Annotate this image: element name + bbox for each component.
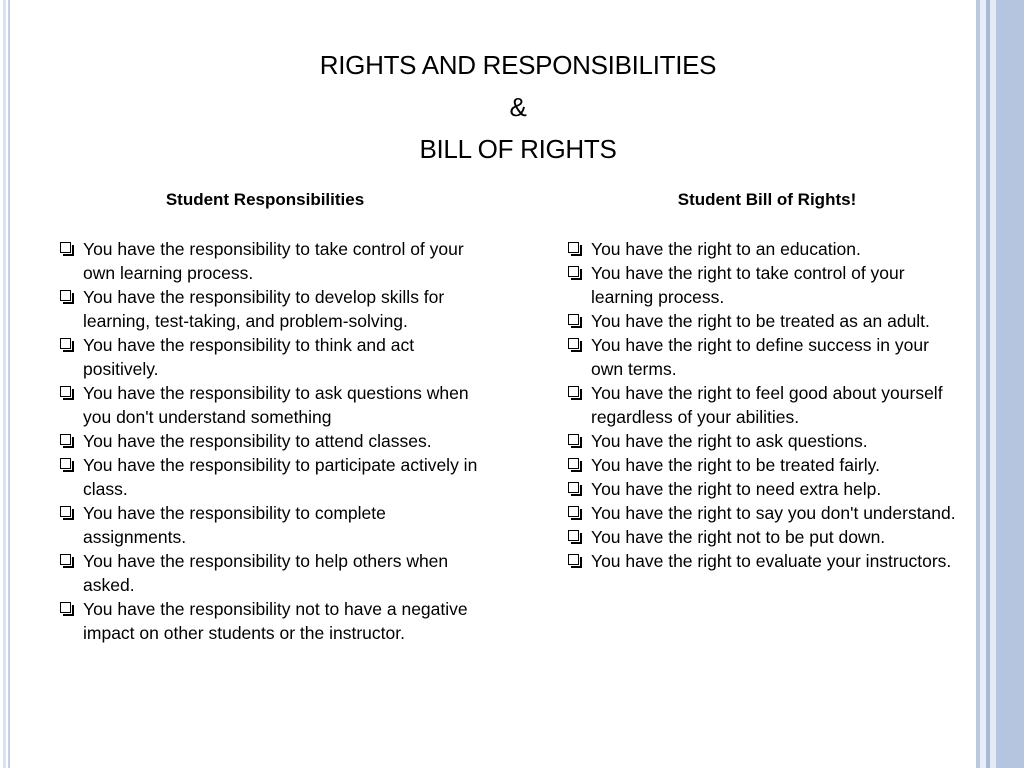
- responsibilities-heading: Student Responsibilities: [165, 190, 365, 209]
- list-item-text: You have the right to say you don't understand.: [591, 503, 956, 523]
- checkbox-bullet-icon: [60, 290, 71, 301]
- list-item-text: You have the right not to be put down.: [591, 527, 886, 547]
- list-item: [58, 429, 478, 453]
- list-item: [566, 309, 956, 333]
- list-item-text: You have the right to take control of your learning process.: [591, 263, 905, 307]
- list-item: [58, 597, 478, 645]
- list-item-text: You have the responsibility to take control of your own learning process.: [83, 239, 464, 283]
- list-item: [566, 453, 956, 477]
- list-item: [566, 237, 956, 261]
- checkbox-bullet-icon: [60, 434, 71, 445]
- checkbox-bullet-icon: [568, 554, 579, 565]
- list-item: [566, 381, 956, 429]
- list-item: [58, 453, 478, 501]
- list-item: [58, 501, 478, 549]
- list-item-text: You have the responsibility to attend classes.: [83, 431, 432, 451]
- title-line-2: &: [509, 92, 527, 122]
- list-item-text: You have the responsibility to ask questions when you don't understand something: [83, 383, 469, 427]
- list-item-text: You have the right to define success in your own terms.: [591, 335, 929, 379]
- list-item-text: You have the right to be treated as an adult.: [591, 311, 930, 331]
- checkbox-bullet-icon: [568, 530, 579, 541]
- list-item: [58, 549, 478, 597]
- checkbox-bullet-icon: [568, 242, 579, 253]
- checkbox-bullet-icon: [60, 602, 71, 613]
- checkbox-bullet-icon: [568, 266, 579, 277]
- left-frame-border: [0, 0, 10, 768]
- list-item: [566, 525, 956, 549]
- list-item: [566, 501, 956, 525]
- responsibilities-list: [58, 237, 478, 645]
- list-item-text: You have the right to an education.: [591, 239, 861, 259]
- bill-of-rights-heading: Student Bill of Rights!: [677, 190, 857, 209]
- checkbox-bullet-icon: [60, 506, 71, 517]
- bill-of-rights-list: [566, 237, 956, 573]
- checkbox-bullet-icon: [568, 338, 579, 349]
- list-item: [566, 477, 956, 501]
- checkbox-bullet-icon: [60, 554, 71, 565]
- right-frame-border: [976, 0, 1024, 768]
- list-item: [58, 285, 478, 333]
- list-item: [566, 429, 956, 453]
- slide-title: [200, 44, 836, 170]
- list-item: [566, 549, 956, 573]
- list-item-text: You have the right to ask questions.: [591, 431, 868, 451]
- list-item: [58, 381, 478, 429]
- checkbox-bullet-icon: [568, 386, 579, 397]
- list-item-text: You have the responsibility to develop skills for learning, test-taking, and problem-solving.: [83, 287, 445, 331]
- checkbox-bullet-icon: [60, 242, 71, 253]
- checkbox-bullet-icon: [568, 482, 579, 493]
- title-line-1: RIGHTS AND RESPONSIBILITIES: [319, 50, 717, 80]
- list-item-text: You have the right to be treated fairly.: [591, 455, 880, 475]
- list-item-text: You have the right to need extra help.: [591, 479, 882, 499]
- list-item-text: You have the responsibility to think and act positively.: [83, 335, 415, 379]
- checkbox-bullet-icon: [568, 458, 579, 469]
- checkbox-bullet-icon: [60, 458, 71, 469]
- checkbox-bullet-icon: [60, 338, 71, 349]
- list-item-text: You have the responsibility not to have a negative impact on other students or the instructor.: [83, 599, 468, 643]
- list-item-text: You have the responsibility to complete assignments.: [83, 503, 386, 547]
- list-item: [58, 237, 478, 285]
- checkbox-bullet-icon: [568, 434, 579, 445]
- checkbox-bullet-icon: [60, 386, 71, 397]
- list-item: [566, 261, 956, 309]
- list-item-text: You have the right to evaluate your instructors.: [591, 551, 952, 571]
- title-line-3: BILL OF RIGHTS: [419, 134, 617, 164]
- checkbox-bullet-icon: [568, 314, 579, 325]
- list-item-text: You have the responsibility to participate actively in class.: [83, 455, 478, 499]
- list-item-text: You have the responsibility to help others when asked.: [83, 551, 449, 595]
- list-item: [566, 333, 956, 381]
- list-item-text: You have the right to feel good about yourself regardless of your abilities.: [591, 383, 943, 427]
- list-item: [58, 333, 478, 381]
- checkbox-bullet-icon: [568, 506, 579, 517]
